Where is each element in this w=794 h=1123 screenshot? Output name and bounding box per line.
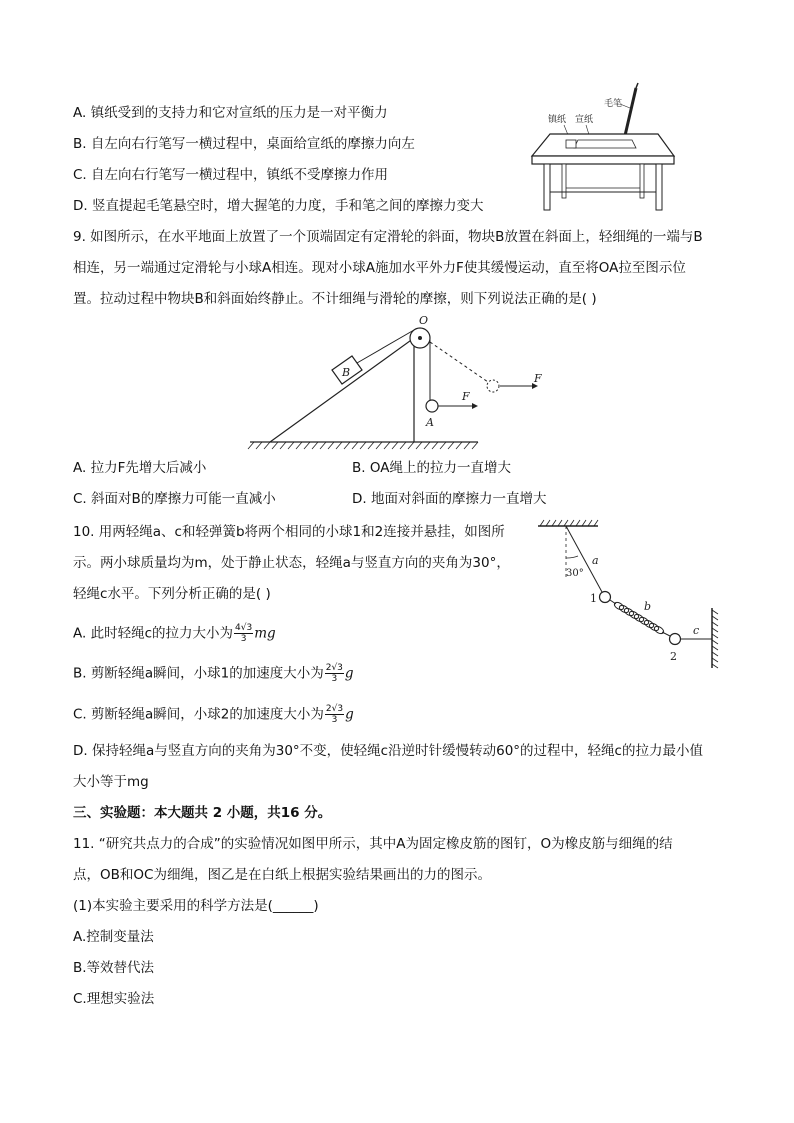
q10-option-c-numerator: 2√3 — [325, 704, 344, 714]
q10-option-a — [73, 623, 276, 644]
q10-stem-line-2: 示。两小球质量均为m，处于静止状态，轻绳a与竖直方向的夹角为30°， — [73, 555, 510, 571]
q10-label-b: b — [644, 600, 652, 613]
q10-option-a-unit: mg — [254, 625, 276, 642]
q10-option-a-text: A. 此时轻绳c的拉力大小为 — [73, 625, 234, 642]
q9-option-c: C. 斜面对B的摩擦力可能一直减小 — [73, 491, 276, 507]
q11-sub-question-1: (1)本实验主要采用的科学方法是(______) — [73, 898, 319, 914]
q8-option-d: D. 竖直提起毛笔悬空时，增大握笔的力度，手和笔之间的摩擦力变大 — [73, 198, 484, 214]
q9-option-b: B. OA绳上的拉力一直增大 — [352, 460, 511, 476]
q11-stem-line-2: 点，OB和OC为细绳，图乙是在白纸上根据实验结果画出的力的图示。 — [73, 867, 491, 883]
q10-label-c: c — [693, 624, 700, 637]
q9-label-a: A — [426, 416, 434, 429]
q10-option-c — [73, 704, 354, 725]
q9-incline-figure — [246, 312, 566, 452]
q10-option-d-line-1: D. 保持轻绳a与竖直方向的夹角为30°不变，使轻绳c沿逆时针缓慢转动60°的过程中，轻绳c的拉力最小值 — [73, 743, 703, 759]
q10-option-c-text: C. 剪断轻绳a瞬间，小球2的加速度大小为 — [73, 706, 324, 723]
q10-option-a-fraction — [234, 623, 253, 644]
q11-option-a: A.控制变量法 — [73, 929, 154, 945]
paper-label: 宣纸 — [575, 115, 594, 125]
q9-stem-line-1: 9. 如图所示，在水平地面上放置了一个顶端固定有定滑轮的斜面，物块B放置在斜面上，轻细绳的一端与B — [73, 229, 703, 245]
q10-option-b — [73, 663, 354, 684]
q9-stem-line-2: 相连，另一端通过定滑轮与小球A相连。现对小球A施加水平外力F使其缓慢运动，直至将OA拉至图示位 — [73, 260, 686, 276]
q9-label-o: O — [419, 314, 429, 327]
q8-option-a: A. 镇纸受到的支持力和它对宣纸的压力是一对平衡力 — [73, 105, 388, 121]
q8-option-c: C. 自左向右行笔写一横过程中，镇纸不受摩擦力作用 — [73, 167, 389, 183]
q11-option-c: C.理想实验法 — [73, 991, 155, 1007]
q10-option-c-fraction — [325, 704, 344, 725]
q11-option-b: B.等效替代法 — [73, 960, 155, 976]
q11-stem-line-1: 11. “研究共点力的合成”的实验情况如图甲所示，其中A为固定橡皮筋的图钉，O为橡皮筋与细绳的结 — [73, 836, 673, 852]
q10-option-a-numerator: 4√3 — [235, 623, 253, 633]
q10-ball-1-label: 1 — [590, 592, 597, 605]
q10-angle-label: 30° — [566, 568, 584, 579]
q9-stem-line-3: 置。拉动过程中物块B和斜面始终静止。不计细绳与滑轮的摩擦，则下列说法正确的是( ) — [73, 291, 597, 307]
q10-ball-2-label: 2 — [670, 650, 677, 663]
q10-stem-line-1: 10. 用两轻绳a、c和轻弹簧b将两个相同的小球1和2连接并悬挂，如图所 — [73, 524, 505, 540]
q10-option-b-fraction — [325, 663, 344, 684]
q10-option-d-line-2: 大小等于mg — [73, 774, 149, 790]
q10-spring-figure — [530, 518, 722, 670]
brush-label: 毛笔 — [604, 99, 623, 109]
q10-option-b-unit: g — [344, 665, 354, 682]
q9-option-a: A. 拉力F先增大后减小 — [73, 460, 207, 476]
q10-option-c-denominator: 3 — [331, 715, 338, 725]
weight-label: 镇纸 — [548, 115, 567, 125]
q8-option-b: B. 自左向右行笔写一横过程中，桌面给宣纸的摩擦力向左 — [73, 136, 415, 152]
q8-desk-figure — [528, 82, 678, 214]
q9-label-f2: F — [534, 372, 542, 385]
q10-label-a: a — [592, 554, 599, 567]
section-3-heading: 三、实验题：本大题共 2 小题，共16 分。 — [73, 805, 332, 821]
q9-label-b: B — [342, 366, 351, 379]
q10-option-b-denominator: 3 — [331, 674, 338, 684]
q10-stem-line-3: 轻绳c水平。下列分析正确的是( ) — [73, 586, 271, 602]
q10-option-b-numerator: 2√3 — [325, 663, 343, 673]
q9-option-d: D. 地面对斜面的摩擦力一直增大 — [352, 491, 547, 507]
q10-option-b-text: B. 剪断轻绳a瞬间，小球1的加速度大小为 — [73, 665, 324, 682]
q10-option-c-unit: g — [345, 706, 354, 723]
q9-label-f1: F — [462, 390, 470, 403]
q10-option-a-denominator: 3 — [240, 634, 247, 644]
